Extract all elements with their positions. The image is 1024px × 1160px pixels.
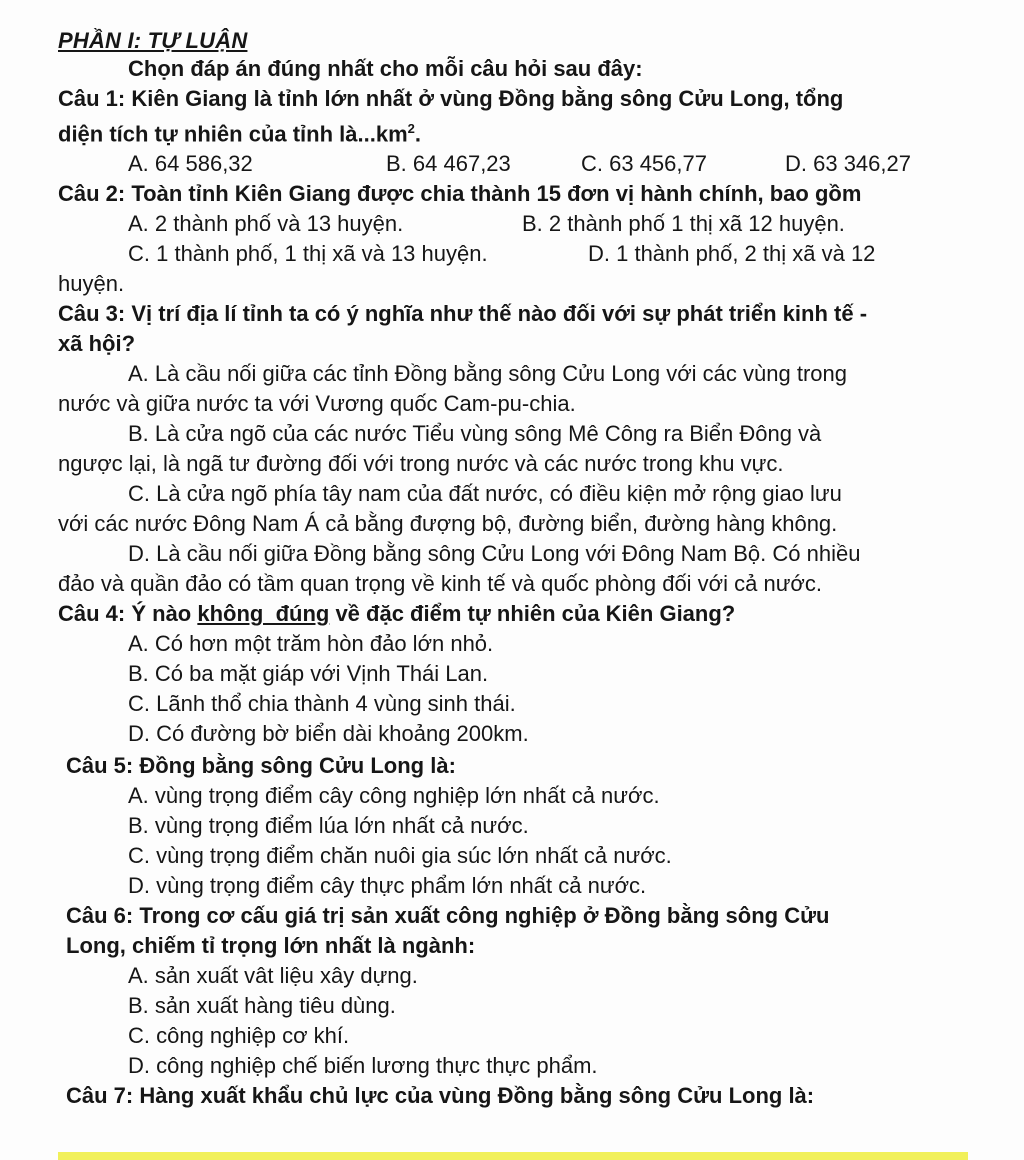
- superscript: 2: [407, 121, 415, 136]
- question-1-options: [58, 149, 968, 179]
- option-b: B. Có ba mặt giáp với Vịnh Thái Lan.: [128, 661, 489, 687]
- option-c: C. công nghiệp cơ khí.: [128, 1023, 350, 1049]
- option-a: A. sản xuất vât liệu xây dựng.: [128, 963, 418, 989]
- option-c-cont: với các nước Đông Nam Á cả bằng đượng bộ, đường biển, đường hàng không.: [58, 511, 838, 537]
- option-a: A. vùng trọng điểm cây công nghiệp lớn nhất cả nước.: [128, 783, 660, 809]
- option-c: C. vùng trọng điểm chăn nuôi gia súc lớn nhất cả nước.: [128, 843, 672, 869]
- option-a-cont: nước và giữa nước ta với Vương quốc Cam-pu-chia.: [58, 391, 576, 417]
- option-b-cont: ngược lại, là ngã tư đường đối với trong nước và các nước trong khu vực.: [58, 451, 784, 477]
- question-5: Câu 5: Đồng bằng sông Cửu Long là:: [66, 753, 456, 779]
- option-d: D. 63 346,27: [785, 151, 911, 177]
- option-a: A. 64 586,32: [128, 151, 253, 177]
- option-c: C. 1 thành phố, 1 thị xã và 13 huyện.: [128, 241, 488, 267]
- question-2-options-ab: [58, 209, 968, 239]
- instruction: Chọn đáp án đúng nhất cho mỗi câu hỏi sau đây:: [128, 56, 643, 81]
- question-2: Câu 2: Toàn tỉnh Kiên Giang được chia thành 15 đơn vị hành chính, bao gồm: [58, 181, 862, 207]
- option-b: B. 64 467,23: [386, 151, 511, 177]
- question-4: Câu 4: Ý nào không đúng về đặc điểm tự nhiên của Kiên Giang?: [58, 601, 736, 627]
- question-6-cont: Long, chiếm tỉ trọng lớn nhất là ngành:: [66, 933, 476, 959]
- question-6: Câu 6: Trong cơ cấu giá trị sản xuất công nghiệp ở Đồng bằng sông Cửu: [66, 903, 830, 929]
- option-c: C. Lãnh thổ chia thành 4 vùng sinh thái.: [128, 691, 516, 717]
- option-b: B. vùng trọng điểm lúa lớn nhất cả nước.: [128, 813, 529, 839]
- section-title: PHẦN I: TỰ LUẬN: [58, 28, 248, 53]
- option-d: D. công nghiệp chế biến lương thực thực phẩm.: [128, 1053, 598, 1079]
- option-c: C. 63 456,77: [581, 151, 707, 177]
- question-7: Câu 7: Hàng xuất khẩu chủ lực của vùng Đồng bằng sông Cửu Long là:: [66, 1083, 815, 1109]
- option-a: A. Là cầu nối giữa các tỉnh Đồng bằng sông Cửu Long với các vùng trong: [128, 361, 847, 387]
- option-d: D. vùng trọng điểm cây thực phẩm lớn nhất cả nước.: [128, 873, 647, 899]
- question-1: Câu 1: Kiên Giang là tỉnh lớn nhất ở vùng Đồng bằng sông Cửu Long, tổng: [58, 86, 844, 111]
- option-a: A. Có hơn một trăm hòn đảo lớn nhỏ.: [128, 631, 494, 657]
- option-d-cont: huyện.: [58, 271, 125, 297]
- highlight-strip: [58, 1152, 968, 1160]
- option-b: B. Là cửa ngõ của các nước Tiểu vùng sông Mê Công ra Biển Đông và: [128, 421, 822, 447]
- option-d: D. Có đường bờ biển dài khoảng 200km.: [128, 721, 529, 747]
- question-3: Câu 3: Vị trí địa lí tỉnh ta có ý nghĩa như thế nào đối với sự phát triển kinh tế -: [58, 301, 868, 327]
- option-c: C. Là cửa ngõ phía tây nam của đất nước, có điều kiện mở rộng giao lưu: [128, 481, 842, 507]
- emphasis-underlined: không đúng: [197, 601, 330, 627]
- option-b: B. 2 thành phố 1 thị xã 12 huyện.: [522, 211, 845, 237]
- question-3-cont: xã hội?: [58, 331, 136, 357]
- option-d-cont: đảo và quần đảo có tầm quan trọng về kinh tế và quốc phòng đối với cả nước.: [58, 571, 822, 597]
- option-b: B. sản xuất hàng tiêu dùng.: [128, 993, 396, 1019]
- question-1-cont: diện tích tự nhiên của tỉnh $là...km^2$.: [58, 121, 421, 147]
- option-d: D. 1 thành phố, 2 thị xã và 12: [588, 241, 876, 267]
- option-d: D. Là cầu nối giữa Đồng bằng sông Cửu Long với Đông Nam Bộ. Có nhiều: [128, 541, 861, 567]
- option-a: A. 2 thành phố và 13 huyện.: [128, 211, 404, 237]
- question-2-options-cd: [58, 239, 968, 269]
